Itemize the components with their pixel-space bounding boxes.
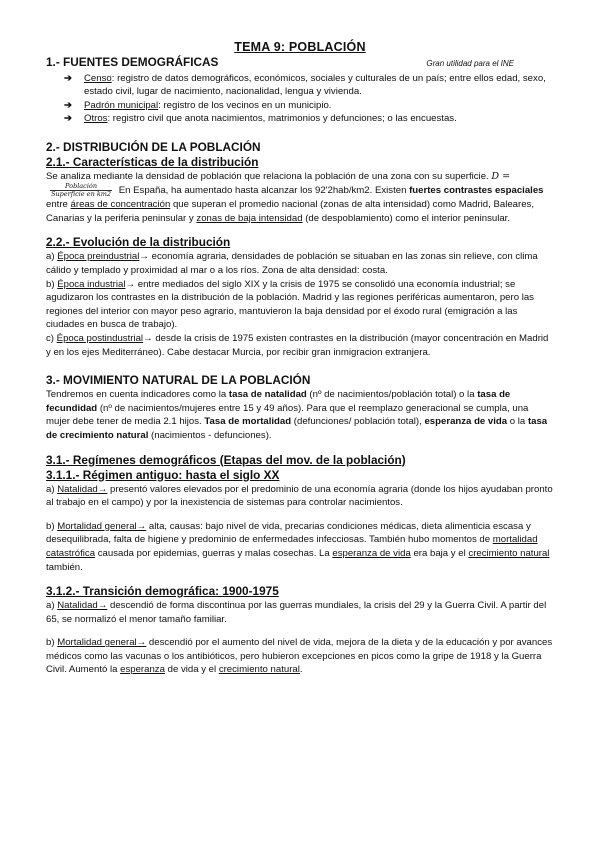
underlined-text: esperanza <box>120 664 165 676</box>
underlined-text: Natalidad→ <box>57 483 108 495</box>
text: descendió de forma discontinua por las guerras mundiales, la crisis del 29 y la Guerra Civil. A partir del 65, se normalizó el menor tamaño familiar. <box>46 600 547 625</box>
bold-text: fuertes contrastes espaciales <box>409 185 544 197</box>
arrow-right-icon: ➔ <box>64 99 73 111</box>
text: → entre mediados del siglo XIX y la crisis de 1975 se consolidó una economía industrial; se agudizaron los contrastes en la distribución de la población. Madrid y las regiones periféricas aumentaron, pero las regiones del interior con mayor peso agrario, mantuvieron la baja densidad por el éxodo rural (emigración a las ciudades en busca de trabajo). <box>46 278 534 331</box>
text: . <box>299 664 303 676</box>
term: Padrón municipal <box>84 99 159 111</box>
paragraph-b <box>46 636 554 677</box>
document-page <box>46 40 554 677</box>
underlined-text: Época preindustrial <box>57 251 140 263</box>
text: también. <box>46 561 83 573</box>
section-1-header <box>46 55 554 70</box>
term: Otros <box>84 113 108 125</box>
paragraph-a <box>46 250 554 277</box>
underlined-text: Mortalidad general→ <box>57 637 147 649</box>
section-2-1-heading: 2.1.- Características de la distribución <box>46 154 259 169</box>
underlined-text: mortalidad catastrófica <box>46 534 538 559</box>
text: b) <box>46 637 58 649</box>
text: de vida y el <box>164 664 219 676</box>
paragraph-b <box>46 520 554 574</box>
list-item <box>64 112 554 125</box>
definition: : registro de los vecinos en un municipio. <box>158 99 332 111</box>
section-3-heading: 3.- MOVIMIENTO NATURAL DE LA POBLACIÓN <box>46 373 311 388</box>
underlined-text: crecimiento natural <box>218 664 300 676</box>
text: presentó valores elevados por el predominio de una economía agraria (donde los hijos ayudaban pronto al trabajo en el campo) y por la inexistencia de sistemas para controlar nacimientos. <box>46 483 553 509</box>
definition: : registro de datos demográficos, económicos, sociales y culturales de un país; entre ellos edad, sexo, estado civil, lugar de nacimiento, nacionalidad, lengua y vivienda. <box>84 73 546 98</box>
margin-note: Gran utilidad para el INE <box>426 59 514 68</box>
text: a) <box>46 483 58 495</box>
section-2-heading: 2.- DISTRIBUCIÓN DE LA POBLACIÓN <box>46 139 261 154</box>
underlined-text: crecimiento natural <box>468 547 550 559</box>
underlined-text: esperanza de vida <box>332 547 411 559</box>
page-title: TEMA 9: POBLACIÓN <box>234 40 366 54</box>
section-1-heading: 1.- FUENTES DEMOGRÁFICAS <box>46 55 219 69</box>
text: a) <box>46 251 58 263</box>
underlined-text: áreas de concentración <box>70 199 171 211</box>
text: descendió por el aumento del nivel de vida, mejora de la dieta y de la educación y por avances médicos como las vacunas o los antibióticos, pero hubieron excepciones en picos como la gripe de 1918 y la Guerra Civil. Aumentó la <box>46 637 553 676</box>
underlined-text: Época postindustrial <box>56 332 144 344</box>
text: b) <box>46 278 58 290</box>
text: a) <box>46 600 58 612</box>
text: causada por epidemias, guerras y malas cosechas. La <box>95 547 333 559</box>
section-3-1-1-heading: 3.1.1.- Régimen antiguo: hasta el siglo XX <box>46 467 280 482</box>
text: o la <box>507 416 528 428</box>
text: que superan el promedio nacional (zonas de alta intensidad) como Madrid, Baleares, Canarias y la periferia peninsular y <box>46 199 534 224</box>
text: c) <box>46 332 57 344</box>
text: En España, ha aumentado hasta alcanzar los 92'2hab/km2. Existen <box>118 185 407 197</box>
formula-denominator: Superficie en km2 <box>51 190 112 199</box>
list-item <box>64 99 554 112</box>
text: (de despoblamiento) como el interior peninsular. <box>302 212 510 224</box>
section-3-1-heading: 3.1.- Regímenes demográficos (Etapas del mov. de la población) <box>46 452 406 467</box>
text: (nacimientos - defunciones). <box>148 429 272 441</box>
formula-numerator: Población <box>50 183 112 191</box>
bold-text: tasa de fecundidad <box>46 389 511 414</box>
sources-list <box>46 72 554 126</box>
formula-symbol: D = <box>491 170 511 182</box>
bold-text: tasa de natalidad <box>228 389 307 401</box>
section-2-1-paragraph <box>46 170 554 226</box>
paragraph-a <box>46 483 554 510</box>
text: b) <box>46 520 58 532</box>
paragraph-a <box>46 599 554 626</box>
term: Censo <box>84 73 112 84</box>
paragraph-c <box>46 332 554 359</box>
section-3-paragraph <box>46 388 554 442</box>
density-formula <box>50 183 112 198</box>
underlined-text: Mortalidad general→ <box>57 520 147 532</box>
text: → desde la crisis de 1975 existen contrastes en la distribución (mayor concentración en Madrid y en los ejes Mediterráneo). Cabe destacar Murcia, por recibir gran inmigracion extranjera. <box>46 332 549 358</box>
list-item <box>64 72 554 99</box>
text: Se analiza mediante la densidad de población que relaciona la población de una zona con su superficie. <box>46 170 489 182</box>
definition: : registro civil que anota nacimientos, matrimonios y defunciones; o las encuestas. <box>107 113 457 125</box>
arrow-right-icon: ➔ <box>64 113 73 125</box>
text: Tendremos en cuenta indicadores como la <box>46 389 229 401</box>
text: era baja y el <box>410 547 469 559</box>
text: alta, causas: bajo nivel de vida, precarias condiciones médicas, dieta alimenticia escasa y desequilibrada, falta de higiene y predominio de enfermedades infecciosas. También hubo momentos de <box>46 520 531 546</box>
bold-text: esperanza de vida <box>424 416 508 428</box>
text: (defunciones/ población total), <box>291 416 425 428</box>
arrow-right-icon: ➔ <box>64 73 73 84</box>
section-2-2-heading: 2.2.- Evolución de la distribución <box>46 235 231 250</box>
bold-text: tasa de crecimiento natural <box>46 416 548 441</box>
text: entre <box>46 199 71 211</box>
underlined-text: Natalidad→ <box>57 600 108 612</box>
paragraph-b <box>46 278 554 332</box>
section-3-1-2-heading: 3.1.2.- Transición demográfica: 1900-1975 <box>46 584 279 599</box>
text: (nº de nacimientos/población total) o la <box>306 389 478 401</box>
text: (nº de nacimientos/mujeres entre 15 y 49 años). Para que el reemplazo generacional se cumpla, una mujer debe tener de media 2.1 hijos. <box>46 402 529 428</box>
text: → economía agraria, densidades de población se situaban en las zonas sin relieve, con clima cálido y templado y proximidad al mar o a los ríos. Zona de alta densidad: costa. <box>46 251 538 276</box>
bold-text: Tasa de mortalidad <box>204 416 292 428</box>
underlined-text: Época industrial <box>57 278 126 290</box>
underlined-text: zonas de baja intensidad <box>196 212 303 224</box>
